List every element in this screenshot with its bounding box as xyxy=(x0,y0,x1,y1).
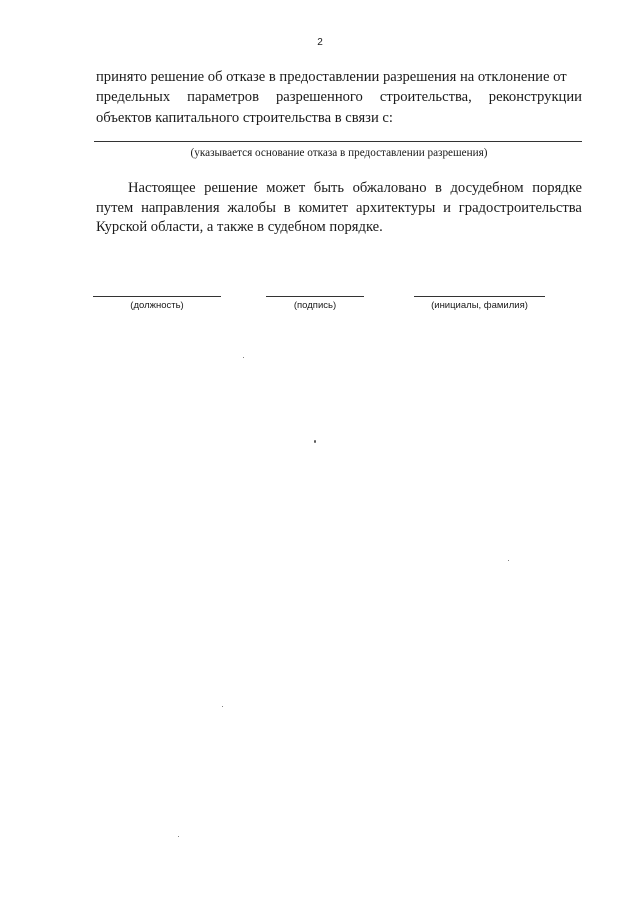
text-word: Курской области, а также в судебном порядке. xyxy=(96,219,383,235)
decision-line-1 xyxy=(96,70,582,85)
text-word: строительства, xyxy=(379,89,472,105)
name-caption: (инициалы, фамилия) xyxy=(431,300,528,311)
appeal-line-2 xyxy=(96,201,582,216)
appeal-line-1 xyxy=(96,181,582,196)
appeal-line-3 xyxy=(96,220,582,235)
text-word: быть xyxy=(313,180,345,196)
scan-speck xyxy=(508,560,509,561)
text-word: обжаловано xyxy=(352,180,427,196)
page-number: 2 xyxy=(317,37,323,48)
text-word: Настоящее xyxy=(128,180,196,196)
decision-line-2 xyxy=(96,90,582,105)
scan-speck xyxy=(314,440,316,443)
text-word: направления xyxy=(141,200,220,216)
reason-caption: (указывается основание отказа в предоставлении разрешения) xyxy=(190,147,488,159)
position-caption: (должность) xyxy=(130,300,184,311)
text-word: архитектуры xyxy=(356,200,436,216)
text-word: принято решение об отказе в предоставлении разрешения на отклонение от xyxy=(96,69,567,85)
text-word: в xyxy=(435,180,442,196)
decision-line-3 xyxy=(96,111,582,126)
text-word: разрешенного xyxy=(275,89,363,105)
signature-caption: (подпись) xyxy=(293,300,337,311)
text-word: предельных xyxy=(96,89,171,105)
name-blank-line xyxy=(414,296,545,297)
text-word: жалобы xyxy=(227,200,276,216)
text-word: комитет xyxy=(298,200,349,216)
text-word: параметров xyxy=(187,89,259,105)
text-word: и xyxy=(443,200,451,216)
scan-speck xyxy=(243,357,244,358)
signature-blank-line xyxy=(266,296,364,297)
reason-blank-line xyxy=(94,141,582,142)
text-word: порядке xyxy=(532,180,582,196)
scan-speck xyxy=(222,706,223,707)
text-word: решение xyxy=(204,180,258,196)
scan-speck xyxy=(178,836,179,837)
text-word: объектов капитального строительства в связи с: xyxy=(96,110,393,126)
text-word: градостроительства xyxy=(458,200,582,216)
text-word: в xyxy=(283,200,291,216)
text-word: может xyxy=(266,180,306,196)
text-word: реконструкции xyxy=(488,89,582,105)
text-word: досудебном xyxy=(450,180,524,196)
text-word: путем xyxy=(96,200,134,216)
position-blank-line xyxy=(93,296,221,297)
